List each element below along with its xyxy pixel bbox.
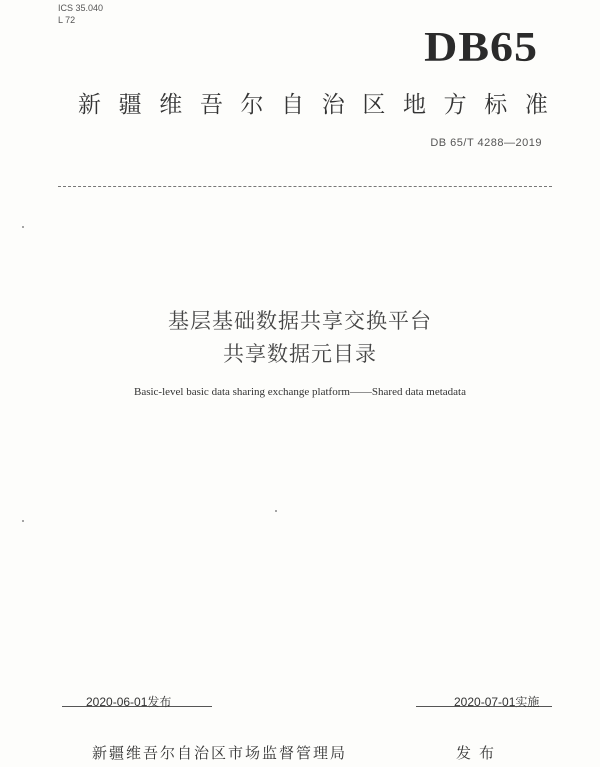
scan-speck bbox=[22, 226, 24, 228]
issuing-authority: 新疆维吾尔自治区市场监督管理局 bbox=[92, 744, 348, 762]
standard-class-char: 尔 bbox=[240, 92, 264, 118]
ccs-code: L 72 bbox=[58, 15, 76, 25]
standard-class-char: 自 bbox=[281, 92, 305, 118]
title-en: Basic-level basic data sharing exchange platform——Shared data metadata bbox=[133, 386, 466, 398]
title-cn-line1: 基层基础数据共享交换平台 bbox=[168, 309, 432, 333]
standard-class-char: 疆 bbox=[118, 92, 142, 118]
standard-class-char: 维 bbox=[159, 92, 183, 118]
standard-class-char: 准 bbox=[524, 92, 548, 118]
standard-classification bbox=[78, 86, 548, 119]
title-cn-line2: 共享数据元目录 bbox=[223, 342, 377, 366]
issue-action: 发布 bbox=[456, 744, 503, 762]
standard-class-char: 新 bbox=[78, 92, 101, 118]
scan-speck bbox=[22, 520, 24, 522]
ics-code: ICS 35.040 bbox=[58, 3, 104, 13]
issue-date: 2020-06-01发布 bbox=[86, 695, 172, 709]
standard-number: DB 65/T 4288—2019 bbox=[430, 137, 542, 149]
standard-class-char: 方 bbox=[443, 92, 467, 118]
standard-class-char: 地 bbox=[403, 92, 426, 118]
standard-class-char: 标 bbox=[484, 92, 508, 118]
standard-logo: DB65 bbox=[424, 23, 538, 70]
standard-class-char: 吾 bbox=[199, 92, 223, 118]
implementation-date: 2020-07-01实施 bbox=[454, 695, 540, 709]
classification-codes bbox=[58, 2, 103, 26]
scan-speck bbox=[275, 510, 277, 512]
standard-class-char: 治 bbox=[321, 92, 345, 118]
standard-class-char: 区 bbox=[362, 92, 386, 118]
header-divider bbox=[58, 186, 552, 187]
